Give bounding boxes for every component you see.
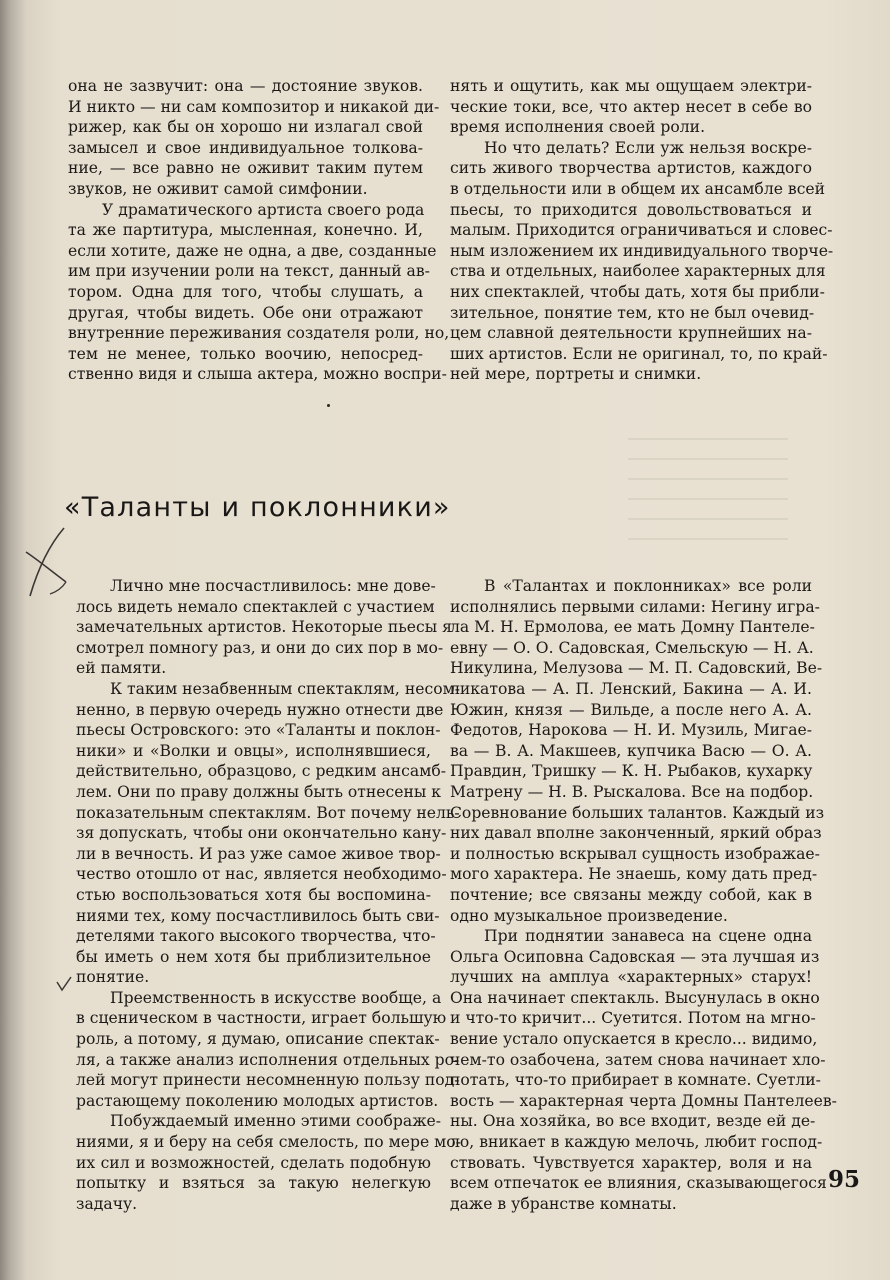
text-line: И никто — ни сам композитор и никакой ди- bbox=[68, 97, 440, 116]
text-line: ственно видя и слыша актера, можно воспри- bbox=[68, 365, 447, 384]
text-line: их сил и возможностей, сделать подобную bbox=[76, 1153, 431, 1172]
text-line: лем. Они по праву должны быть отнесены к bbox=[76, 782, 442, 801]
text-line: ля, а также анализ исполнения отдельных ро- bbox=[76, 1050, 460, 1069]
text-line: евну — О. О. Садовская, Смельскую — Н. А. bbox=[450, 638, 814, 657]
section-title: «Таланты и поклонники» bbox=[64, 492, 451, 523]
text-line: сить живого творчества артистов, каждого bbox=[450, 159, 812, 178]
text-line: ликатова — А. П. Ленский, Бакина — А. И. bbox=[450, 679, 812, 698]
text-line: та же партитура, мысленная, конечно. И, bbox=[68, 221, 423, 240]
text-line: ние, — все равно не оживит таким путем bbox=[68, 159, 423, 178]
text-line: ненно, в первую очередь нужно отнести две bbox=[76, 700, 444, 719]
text-line: Матрену — Н. В. Рыскалова. Все на подбор. bbox=[450, 782, 814, 801]
text-line: Никулина, Мелузова — М. П. Садовский, Ве- bbox=[450, 659, 823, 678]
text-line: зя допускать, чтобы они окончательно кану- bbox=[76, 824, 447, 843]
text-column-bottom-left bbox=[76, 576, 461, 1214]
text-line: ства и отдельных, наиболее характерных для bbox=[450, 262, 826, 281]
text-line: ным изложением их индивидуального творче- bbox=[450, 241, 834, 260]
text-line: она не зазвучит: она — достояние звуков. bbox=[68, 77, 423, 95]
text-line: Но что делать? Если уж нельзя воскре- bbox=[484, 138, 812, 157]
text-line: лось видеть немало спектаклей с участием bbox=[76, 597, 435, 616]
text-line: Южин, князя — Вильде, а после него А. А. bbox=[450, 700, 812, 719]
text-line: задачу. bbox=[76, 1194, 138, 1213]
text-line: ва — В. А. Макшеев, купчика Васю — О. А. bbox=[450, 741, 812, 760]
text-line: ло, вникает в каждую мелочь, любит господ- bbox=[450, 1133, 823, 1152]
text-line: Соревнование больших талантов. Каждый из bbox=[450, 803, 825, 822]
text-line: время исполнения своей роли. bbox=[450, 118, 706, 137]
text-line: замечательных артистов. Некоторые пьесы я bbox=[76, 618, 452, 637]
text-line: ли в вечность. И раз уже самое живое твор- bbox=[76, 844, 441, 863]
text-line: Федотов, Нарокова — Н. И. Музиль, Мигае- bbox=[450, 721, 812, 740]
text-line: В «Талантах и поклонниках» все роли bbox=[484, 577, 812, 595]
text-line: них спектаклей, чтобы дать, хотя бы прибли- bbox=[450, 282, 825, 301]
text-line: них давал вполне законченный, яркий образ bbox=[450, 824, 822, 843]
text-line: ниями тех, кому посчастливилось быть сви- bbox=[76, 906, 440, 925]
text-line: ны. Она хозяйка, во все входит, везде ей де- bbox=[450, 1112, 816, 1131]
text-line: роль, а потому, я думаю, описание спектак- bbox=[76, 1030, 440, 1049]
text-line: тем не менее, только воочию, непосред- bbox=[68, 344, 423, 363]
handwritten-x-mark bbox=[22, 522, 72, 602]
text-line: Правдин, Тришку — К. Н. Рыбаков, кухарку bbox=[450, 762, 813, 781]
text-line: другая, чтобы видеть. Обе они отражают bbox=[68, 303, 423, 322]
text-line: потать, что-то прибирает в комнате. Суетли- bbox=[450, 1071, 821, 1090]
text-line: действительно, образцово, с редким ансамб- bbox=[76, 762, 446, 781]
text-line: попытку и взяться за такую нелегкую bbox=[76, 1174, 431, 1193]
text-line: им при изучении роли на текст, данный ав- bbox=[68, 262, 430, 281]
text-line: пьесы Островского: это «Таланты и поклон- bbox=[76, 721, 441, 740]
text-column-top-right bbox=[450, 76, 834, 385]
text-line: даже в убранстве комнаты. bbox=[450, 1194, 677, 1213]
text-column-top-left bbox=[68, 76, 450, 385]
text-line: всем отпечаток ее влияния, сказывающегося bbox=[450, 1174, 827, 1193]
text-line: У драматического артиста своего рода bbox=[102, 200, 425, 219]
text-line: звуков, не оживит самой симфонии. bbox=[68, 179, 368, 198]
text-line: ла М. Н. Ермолова, ее мать Домну Пантеле- bbox=[450, 618, 815, 637]
text-line: пьесы, то приходится довольствоваться и bbox=[450, 200, 812, 219]
text-line: детелями такого высокого творчества, что- bbox=[76, 927, 436, 946]
text-line: и полностью вскрывал сущность изображае- bbox=[450, 844, 820, 863]
text-line: Побуждаемый именно этими соображе- bbox=[110, 1112, 442, 1131]
text-line: лучших на амплуа «характерных» старух! bbox=[450, 968, 812, 987]
text-line: одно музыкальное произведение. bbox=[450, 906, 728, 925]
text-line: ческие токи, все, что актер несет в себе во bbox=[450, 97, 812, 116]
text-line: рижер, как бы он хорошо ни излагал свой bbox=[68, 118, 423, 137]
text-line: Лично мне посчастливилось: мне дове- bbox=[110, 577, 436, 595]
text-line: понятие. bbox=[76, 968, 150, 987]
handwritten-check-mark bbox=[56, 976, 72, 992]
text-line: если хотите, даже не одна, а две, созданные bbox=[68, 241, 437, 260]
text-line: показательным спектаклям. Вот почему нель- bbox=[76, 803, 460, 822]
text-line: смотрел помногу раз, и они до сих пор в мо- bbox=[76, 638, 444, 657]
text-column-bottom-right bbox=[450, 576, 837, 1214]
text-line: ниями, я и беру на себя смелость, по мере мо- bbox=[76, 1133, 461, 1152]
text-line: внутренние переживания создателя роли, но, bbox=[68, 324, 450, 343]
text-line: К таким незабвенным спектаклям, несом- bbox=[110, 679, 460, 698]
text-line: мого характера. Не знаешь, кому дать пред- bbox=[450, 865, 818, 884]
text-line: ники» и «Волки и овцы», исполнявшиеся, bbox=[76, 741, 431, 760]
text-line: вость — характерная черта Домны Пантелеев- bbox=[450, 1091, 837, 1110]
text-line: цем славной деятельности крупнейших на- bbox=[450, 324, 812, 343]
text-line: бы иметь о нем хотя бы приблизительное bbox=[76, 947, 431, 966]
text-line: зительное, понятие тем, кто не был очевид- bbox=[450, 303, 815, 322]
text-line: вение устало опускается в кресло... видимо, bbox=[450, 1030, 818, 1049]
text-line: Ольга Осиповна Садовская — эта лучшая из bbox=[450, 947, 820, 966]
text-line: и что-то кричит... Суетится. Потом на мгно- bbox=[450, 1009, 816, 1028]
text-line: стью воспользоваться хотя бы воспомина- bbox=[76, 885, 431, 904]
text-line: малым. Приходится ограничиваться и словес- bbox=[450, 221, 833, 240]
text-line: в отдельности или в общем их ансамбле всей bbox=[450, 179, 826, 198]
text-line: растающему поколению молодых артистов. bbox=[76, 1091, 439, 1110]
text-line: ей памяти. bbox=[76, 659, 167, 678]
text-line: Она начинает спектакль. Высунулась в окно bbox=[450, 988, 820, 1007]
show-through-texture bbox=[628, 420, 788, 540]
text-line: ствовать. Чувствуется характер, воля и на bbox=[450, 1153, 812, 1172]
text-line: Преемственность в искусстве вообще, а bbox=[110, 988, 442, 1007]
text-line: чем-то озабочена, затем снова начинает хло- bbox=[450, 1050, 826, 1069]
text-line: замысел и свое индивидуальное толкова- bbox=[68, 138, 423, 157]
text-line: При поднятии занавеса на сцене одна bbox=[484, 927, 812, 946]
text-line: ших артистов. Если не оригинал, то, по край- bbox=[450, 344, 828, 363]
text-line: чество отошло от нас, является необходимо- bbox=[76, 865, 447, 884]
text-line: лей могут принести несомненную пользу под- bbox=[76, 1071, 460, 1090]
text-line: ней мере, портреты и снимки. bbox=[450, 365, 702, 384]
text-line: нять и ощутить, как мы ощущаем электри- bbox=[450, 77, 812, 95]
text-line: в сценическом в частности, играет большую bbox=[76, 1009, 447, 1028]
text-line: почтение; все связаны между собой, как в bbox=[450, 885, 812, 904]
page-number: 95 bbox=[828, 1166, 861, 1193]
text-line: тором. Одна для того, чтобы слушать, а bbox=[68, 282, 423, 301]
ink-dot bbox=[327, 404, 330, 407]
text-line: исполнялись первыми силами: Негину игра- bbox=[450, 597, 820, 616]
